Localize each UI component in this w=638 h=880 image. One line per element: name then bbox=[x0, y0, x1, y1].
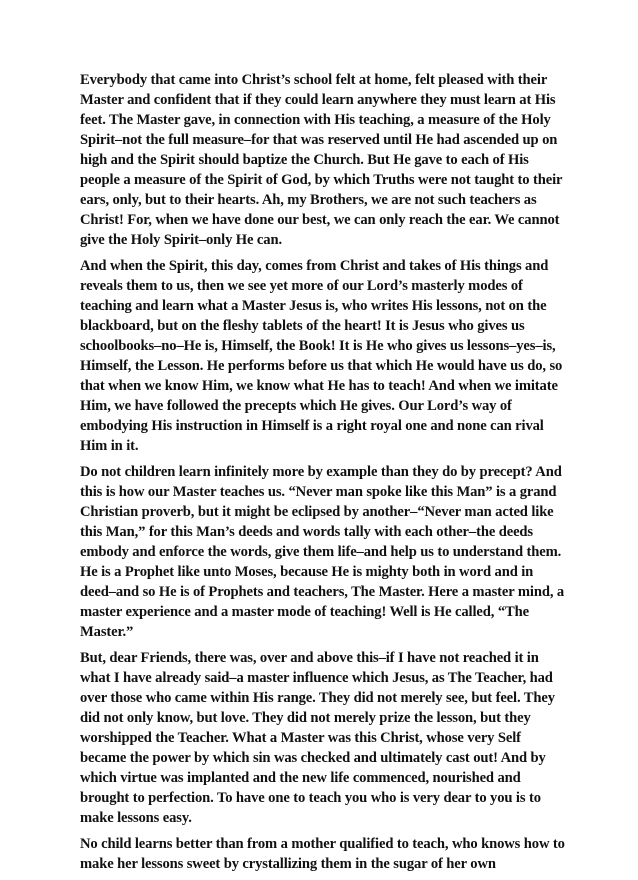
paragraph-5: No child learns better than from a mother qualified to teach, who knows how to make her lessons sweet by crystallizing them in the sugar of her own bbox=[80, 836, 565, 872]
paragraph-1: Everybody that came into Christ’s school felt at home, felt pleased with their Master and confident that if they could learn anywhere they must learn at His feet. The Master gave, in connection with His teaching, a measure of the Holy Spirit–not the full measure–for that was reserved until He had ascended up on high and the Spirit should baptize the Church. But He gave to each of His people a measure of the Spirit of God, by which Truths were not taught to their ears, only, but to their hearts. Ah, my Brothers, we are not such teachers as Christ! For, when we have done our best, we can only reach the ear. We cannot give the Holy Spirit–only He can. bbox=[80, 72, 563, 248]
paragraph-4: But, dear Friends, there was, over and above this–if I have not reached it in what I have already said–a master influence which Jesus, as The Teacher, had over those who came within His range. They did not merely see, but feel. They did not only know, but love. They did not merely prize the lesson, but they worshipped the Teacher. What a Master was this Christ, whose very Self became the power by which sin was checked and ultimately cast out! And by which virtue was implanted and the new life commenced, nourished and brought to perfection. To have one to teach you who is very dear to you is to make lessons easy. bbox=[80, 650, 555, 826]
document-page bbox=[80, 70, 566, 880]
paragraph-3: Do not children learn infinitely more by example than they do by precept? And this is how our Master teaches us. “Never man spoke like this Man” is a grand Christian proverb, but it might be eclipsed by another–“Never man acted like this Man,” for this Man’s deeds and words tally with each other–the deeds embody and enforce the words, give them life–and help us to understand them. He is a Prophet like unto Moses, because He is mighty both in word and in deed–and so He is of Prophets and teachers, The Master. Here a master mind, a master experience and a master mode of teaching! Well is He called, “The Master.” bbox=[80, 464, 565, 640]
paragraph-2: And when the Spirit, this day, comes from Christ and takes of His things and reveals them to us, then we see yet more of our Lord’s masterly modes of teaching and learn what a Master Jesus is, who writes His lessons, not on the blackboard, but on the fleshy tablets of the heart! It is Jesus who gives us schoolbooks–no–He is, Himself, the Book! It is He who gives us lessons–yes–is, Himself, the Lesson. He performs before us that which He would have us do, so that when we know Him, we know what He has to teach! And when we imitate Him, we have followed the precepts which He gives. Our Lord’s way of embodying His instruction in Himself is a right royal one and none can rival Him in it. bbox=[80, 258, 563, 454]
